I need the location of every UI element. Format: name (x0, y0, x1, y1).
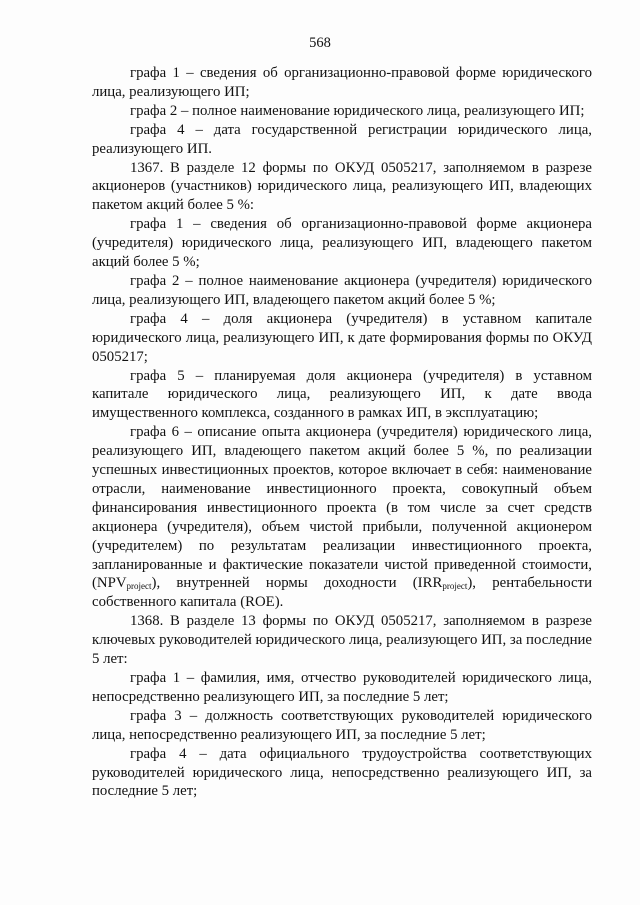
paragraph: графа 2 – полное наименование юридического лица, реализующего ИП; (130, 102, 585, 119)
paragraph: графа 2 – полное наименование акционера (учредителя) юридического лица, реализующего ИП, владеющего пакетом акций более 5 %; (92, 272, 592, 308)
page-number: 568 (309, 35, 331, 51)
paragraph: графа 1 – сведения об организационно-правовой форме акционера (учредителя) юридического лица, реализующего ИП, владеющего пакетом акций более 5 %; (92, 216, 592, 271)
subscript: project (126, 581, 152, 592)
subscript: project (442, 581, 468, 592)
paragraph: графа 5 – планируемая доля акционера (учредителя) в уставном капитале юридического лица, реализующего ИП, к дате ввода имущественного комплекса, созданного в рамках ИП, в эксплуатацию; (92, 367, 592, 422)
paragraph: графа 1 – сведения об организационно-правовой форме юридического лица, реализующего ИП; (92, 65, 592, 100)
paragraph: графа 1 – фамилия, имя, отчество руководителей юридического лица, непосредственно реализующего ИП, за последние 5 лет; (92, 670, 592, 705)
text-segment: ), внутренней нормы доходности (IRR (151, 575, 443, 592)
paragraph-graf6 (92, 423, 592, 612)
paragraph: 1367. В разделе 12 формы по ОКУД 0505217, заполняемом в разрезе акционеров (участников) юридического лица, реализующего ИП, владеющих пакетом акций более 5 %: (92, 159, 592, 214)
paragraph: 1368. В разделе 13 формы по ОКУД 0505217, заполняемом в разрезе ключевых руководителей юридического лица, реализующего ИП, за последние 5 лет: (92, 613, 592, 668)
paragraph: графа 4 – дата государственной регистрации юридического лица, реализующего ИП. (92, 121, 592, 157)
text-segment: ), рентабельности собственного капитала (ROE). (92, 575, 592, 611)
paragraph: графа 4 – доля акционера (учредителя) в уставном капитале юридического лица, реализующего ИП, к дате формирования формы по ОКУД 0505217; (92, 310, 592, 365)
paragraph: графа 4 – дата официального трудоустройства соответствующих руководителей юридического лица, непосредственно реализующего ИП, за последние 5 лет; (92, 745, 592, 800)
document-body (92, 64, 592, 801)
paragraph: графа 3 – должность соответствующих руководителей юридического лица, непосредственно реализующего ИП, за последние 5 лет; (92, 707, 592, 743)
text-segment: графа 6 – описание опыта акционера (учредителя) юридического лица, реализующего ИП, владеющего пакетом акций более 5 %, по реализации успешных инвестиционных проектов, которое включает в себя: наименование отрасли, наименование инвестиционного проекта, совокупный объем финансирования инвестиционного проекта (в том числе за счет средств акционера (учредителя), объем чистой прибыли, полученной акционером (учредителем) по результатам реализации инвестиционного проекта, запланированные и фактические показатели чистой приведенной стоимости, (NPV (92, 424, 592, 592)
